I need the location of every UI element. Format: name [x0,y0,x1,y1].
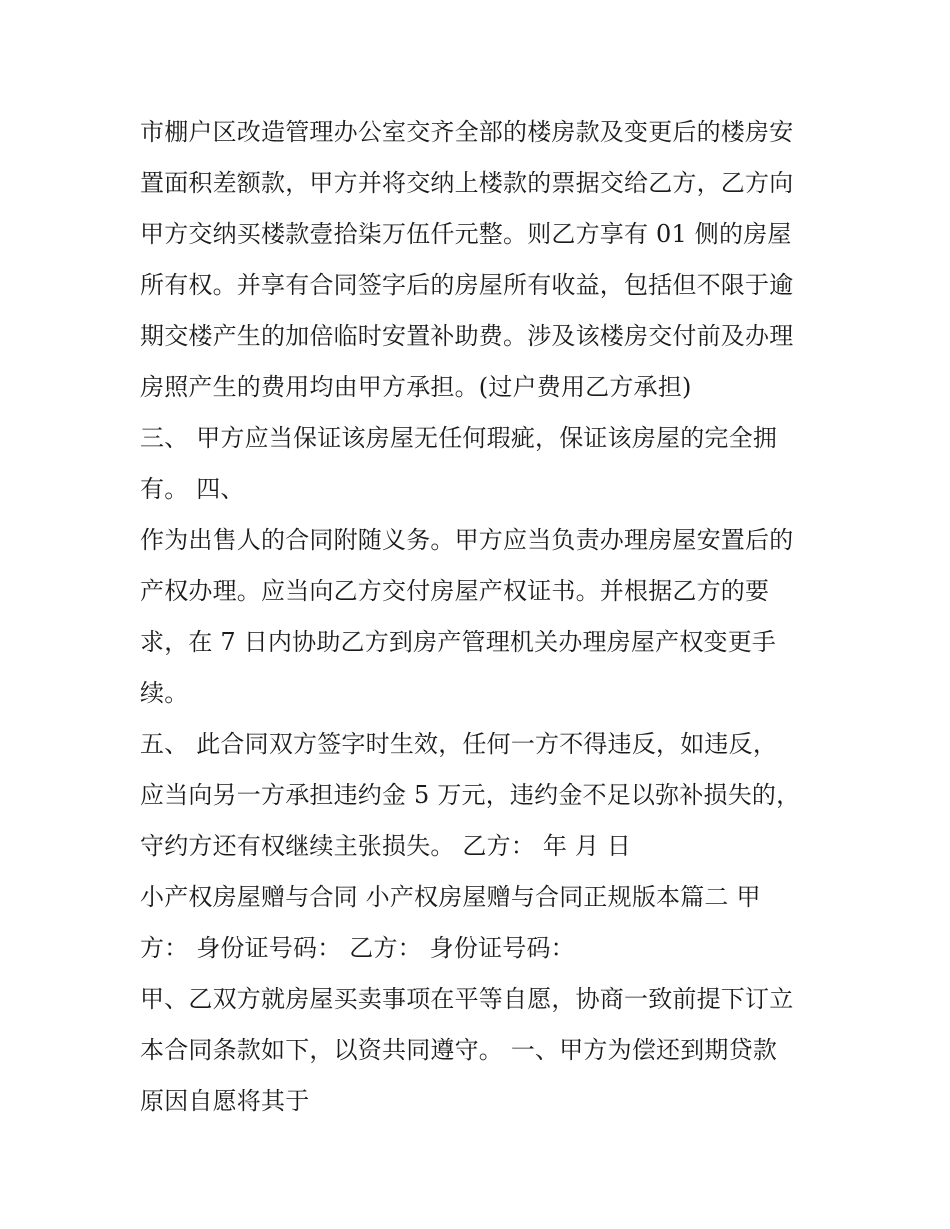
signature-line: 守约方还有权继续主张损失。 乙方： 年 月 日 [140,832,632,860]
text-line: 续。 [140,679,189,707]
contract-text-body [140,107,830,1127]
text-line: 原因自愿将其于 [140,1087,310,1115]
text-line: 作为出售人的合同附随义务。甲方应当负责办理房屋安置后的 [140,526,794,554]
text-line: 本合同条款如下，以资共同遵守。 一、甲方为偿还到期贷款 [140,1036,778,1064]
text-line: 所有权。并享有合同签字后的房屋所有收益，包括但不限于逾 [140,271,794,299]
text-line: 求，在 7 日内协助乙方到房产管理机关办理房屋产权变更手 [140,628,777,656]
text-line: 期交楼产生的加倍临时安置补助费。涉及该楼房交付前及办理 [140,322,794,350]
text-line: 置面积差额款，甲方并将交纳上楼款的票据交给乙方，乙方向 [140,169,794,197]
text-line: 甲方交纳买楼款壹拾柒万伍仟元整。则乙方享有 01 侧的房屋 [140,220,792,248]
text-line: 甲、乙双方就房屋买卖事项在平等自愿，协商一致前提下订立 [140,985,794,1013]
section-title-line: 小产权房屋赠与合同 小产权房屋赠与合同正规版本篇二 甲 [140,883,761,911]
text-line: 有。 四、 [140,475,245,503]
clause-five-line: 五、 此合同双方签字时生效，任何一方不得违反，如违反， [140,730,778,758]
text-line: 产权办理。应当向乙方交付房屋产权证书。并根据乙方的要 [140,577,770,605]
text-line: 房照产生的费用均由甲方承担。(过户费用乙方承担) [140,373,692,401]
party-id-line: 方： 身份证号码： 乙方： 身份证号码： [140,934,575,962]
clause-three-line: 三、 甲方应当保证该房屋无任何瑕疵，保证该房屋的完全拥 [140,424,778,452]
text-line: 应当向另一方承担违约金 5 万元，违约金不足以弥补损失的， [140,781,801,809]
text-line: 市棚户区改造管理办公室交齐全部的楼房款及变更后的楼房安 [140,118,794,146]
